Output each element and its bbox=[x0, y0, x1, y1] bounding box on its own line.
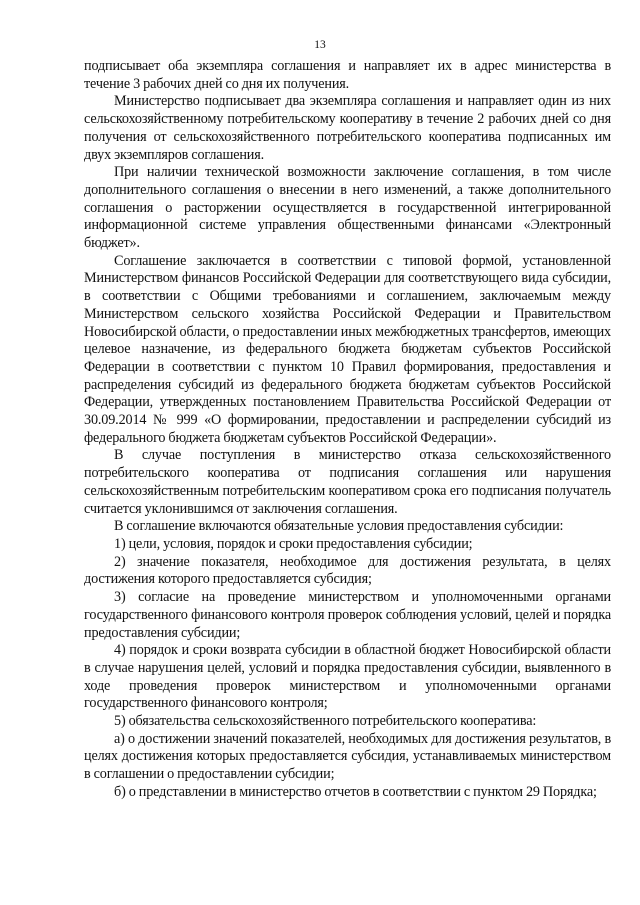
document-body bbox=[84, 58, 611, 802]
list-item-4: 4) порядок и сроки возврата субсидии в областной бюджет Новосибирской области в случае нарушения целей, условий и порядка предоставления субсидии, выявленного в ходе проведения проверок министерством и уполномоченными органами государственного финансового контроля; bbox=[84, 642, 611, 712]
paragraph-refusal: В случае поступления в министерство отказа сельскохозяйственного потребительского кооператива от подписания соглашения или нарушения сельскохозяйственным потребительским кооперативом срока его подписания получатель считается уклонившимся от заключения соглашения. bbox=[84, 447, 611, 517]
paragraph-ministry-signing: Министерство подписывает два экземпляра соглашения и направляет один из них сельскохозяйственному потребительскому кооперативу в течение 2 рабочих дней со дня получения от сельскохозяйственного потребительского кооператива подписанных им двух экземпляров соглашения. bbox=[84, 93, 611, 163]
paragraph-continuation: подписывает оба экземпляра соглашения и направляет их в адрес министерства в течение 3 рабочих дней со дня их получения. bbox=[84, 58, 611, 92]
list-subitem-a: а) о достижении значений показателей, необходимых для достижения результатов, в целях достижения которых предоставляется субсидия, устанавливаемых министерством в соглашении о предоставлении субсидии; bbox=[84, 730, 611, 783]
list-subitem-b: б) о представлении в министерство отчетов в соответствии с пунктом 29 Порядка; bbox=[114, 783, 597, 800]
list-item-5: 5) обязательства сельскохозяйственного потребительского кооператива: bbox=[114, 713, 537, 730]
page-number: 13 bbox=[314, 39, 326, 51]
paragraph-mandatory-conditions: В соглашение включаются обязательные условия предоставления субсидии: bbox=[114, 518, 564, 535]
list-item-3: 3) согласие на проведение министерством и уполномоченными органами государственного финансового контроля проверок соблюдения условий, целей и порядка предоставления субсидии; bbox=[84, 589, 611, 641]
paragraph-electronic-budget: При наличии технической возможности заключение соглашения, в том числе дополнительного соглашения о внесении в него изменений, а также дополнительного соглашения о расторжении осуществляется в государственной интегрированной информационной системе управления общественными финансами «Электронный бюджет». bbox=[84, 164, 611, 252]
list-item-1: 1) цели, условия, порядок и сроки предоставления субсидии; bbox=[114, 535, 473, 552]
paragraph-agreement-form: Соглашение заключается в соответствии с типовой формой, установленной Министерством финансов Российской Федерации для соответствующего вида субсидии, в соответствии с Общими требованиями и соглашением, заключаемым между Министерством сельского хозяйства Российской Федерации и Правительством Новосибирской области, о предоставлении иных межбюджетных трансфертов, имеющих целевое назначение, из федерального бюджета бюджетам субъектов Российской Федерации в соответствии с пунктом 10 Правил формирования, предоставления и распределения субсидий из федерального бюджета бюджетам субъектов Российской Федерации, утвержденных постановлением Правительства Российской Федерации от 30.09.2014 № 999 «О формировании, предоставлении и распределении субсидий из федерального бюджета бюджетам субъектов Российской Федерации». bbox=[84, 252, 611, 446]
list-item-2: 2) значение показателя, необходимое для достижения результата, в целях достижения которого предоставляется субсидия; bbox=[84, 553, 611, 588]
